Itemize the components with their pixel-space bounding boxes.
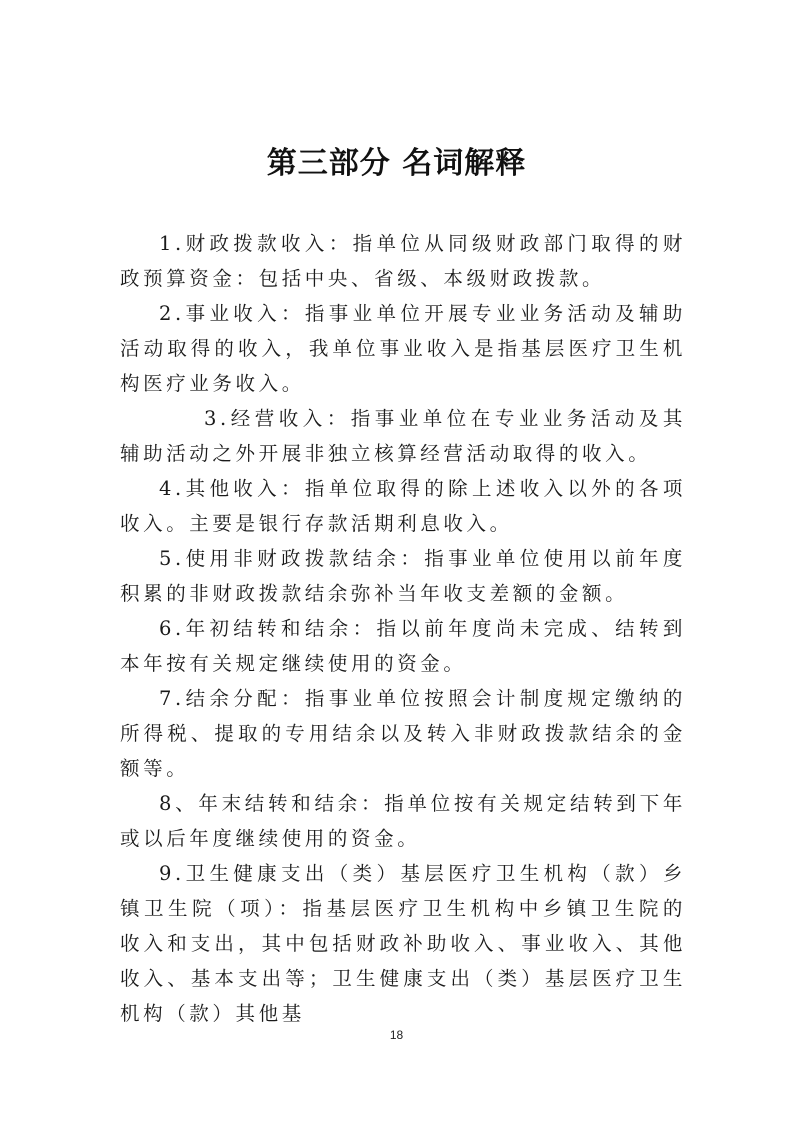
paragraph-business-income: 2.事业收入：指事业单位开展专业业务活动及辅助活动取得的收入，我单位事业收入是指基层医疗卫生机构医疗业务收入。 (120, 302, 686, 395)
document-body (120, 226, 686, 1031)
paragraph-closing-carryover: 8、年末结转和结余：指单位按有关规定结转到下年或以后年度继续使用的资金。 (120, 792, 686, 850)
page-title: 第三部分 名词解释 (266, 146, 527, 181)
paragraph-other-income: 4.其他收入：指单位取得的除上述收入以外的各项收入。主要是银行存款活期利息收入。 (120, 477, 686, 535)
paragraph-health-expenditure: 9.卫生健康支出（类）基层医疗卫生机构（款）乡镇卫生院（项）：指基层医疗卫生机构中乡镇卫生院的收入和支出，其中包括财政补助收入、事业收入、其他收入、基本支出等；卫生健康支出（类）基层医疗卫生机构（款）其他基 (120, 862, 686, 1025)
paragraph-surplus-distribution: 7.结余分配：指事业单位按照会计制度规定缴纳的所得税、提取的专用结余以及转入非财政拨款结余的金额等。 (120, 687, 686, 780)
paragraph-opening-carryover: 6.年初结转和结余：指以前年度尚未完成、结转到本年按有关规定继续使用的资金。 (120, 617, 686, 675)
paragraph-fiscal-appropriation-income: 1.财政拨款收入：指单位从同级财政部门取得的财政预算资金：包括中央、省级、本级财政拨款。 (120, 232, 686, 290)
page-number: 18 (389, 1028, 404, 1042)
paragraph-non-fiscal-surplus-use: 5.使用非财政拨款结余：指事业单位使用以前年度积累的非财政拨款结余弥补当年收支差额的金额。 (120, 547, 686, 605)
paragraph-operating-income: 3.经营收入：指事业单位在专业业务活动及其辅助活动之外开展非独立核算经营活动取得的收入。 (120, 407, 686, 465)
